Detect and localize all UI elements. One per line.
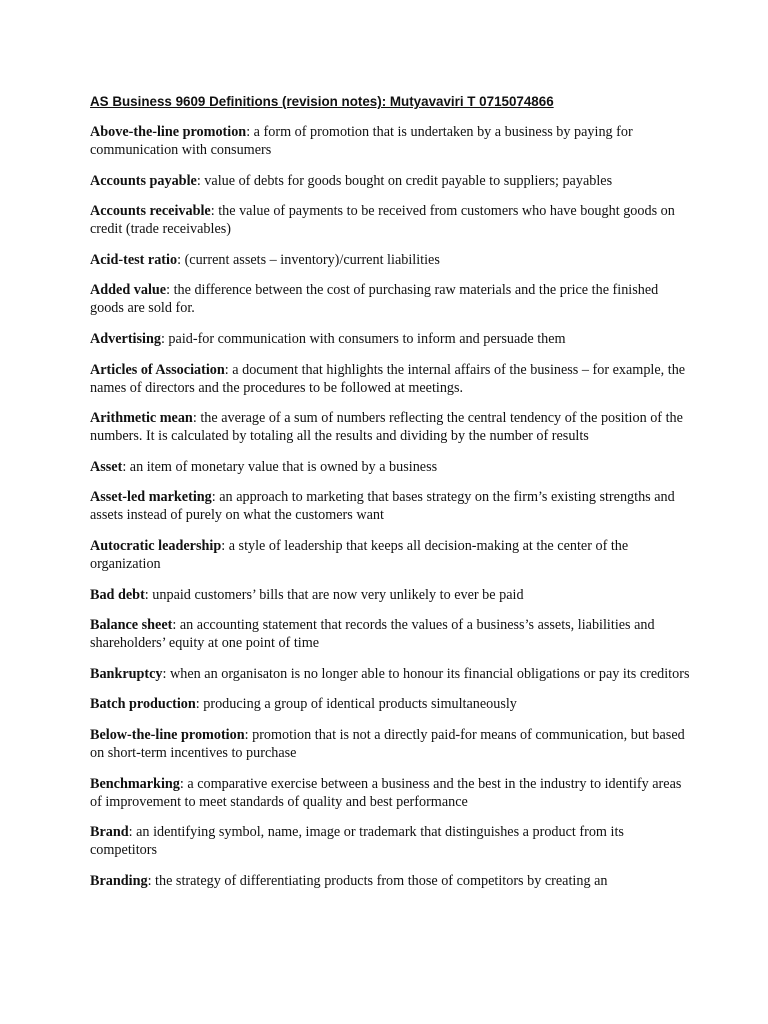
- definition-term: Bad debt: [90, 586, 145, 603]
- definition-text: : unpaid customers’ bills that are now very unlikely to ever be paid: [144, 586, 524, 603]
- definition-entry: [90, 726, 690, 762]
- definition-term: Asset: [90, 458, 123, 475]
- definition-term: Articles of Association: [90, 361, 225, 378]
- definition-text: : paid-for communication with consumers to inform and persuade them: [160, 330, 566, 347]
- definition-text: : an approach to marketing that bases strategy on the firm’s existing strengths and assets instead of purely on what the customers want: [90, 489, 675, 524]
- definition-entry: [90, 695, 690, 713]
- definition-entry: [90, 775, 690, 811]
- definition-term: Autocratic leadership: [90, 537, 222, 554]
- definition-text: : an identifying symbol, name, image or trademark that distinguishes a product from its competitors: [90, 824, 624, 859]
- definition-term: Asset-led marketing: [90, 489, 212, 506]
- definition-text: : when an organisaton is no longer able to honour its financial obligations or pay its creditors: [162, 665, 690, 682]
- definition-term: Above-the-line promotion: [90, 124, 247, 140]
- definition-term: Added value: [90, 282, 167, 299]
- definition-entry: [90, 251, 690, 269]
- definition-term: Accounts receivable: [90, 203, 211, 220]
- definition-entry: [90, 409, 690, 445]
- definition-text: : an accounting statement that records the values of a business’s assets, liabilities and shareholders’ equity at one point of time: [90, 617, 655, 652]
- definition-entry: [90, 202, 690, 238]
- document-page: [90, 93, 690, 902]
- definition-text: : the value of payments to be received from customers who have bought goods on credit (trade receivables): [90, 203, 675, 238]
- definition-text: : the strategy of differentiating products from those of competitors by creating an: [147, 872, 608, 889]
- definition-text: : a form of promotion that is undertaken by a business by paying for communication with consumers: [90, 124, 633, 158]
- definition-text: : the difference between the cost of purchasing raw materials and the price the finished goods are sold for.: [90, 282, 659, 317]
- definition-term: Batch production: [90, 696, 196, 713]
- definition-entry: [90, 823, 690, 859]
- definition-text: : a comparative exercise between a business and the best in the industry to identify areas of improvement to meet standards of quality and best performance: [90, 775, 682, 810]
- definition-entry: [90, 281, 690, 317]
- definition-entry: [90, 488, 690, 524]
- definition-term: Advertising: [90, 330, 161, 347]
- definition-term: Arithmetic mean: [90, 410, 193, 427]
- definition-term: Branding: [90, 872, 148, 889]
- definition-term: Below-the-line promotion: [90, 726, 245, 743]
- definition-entry: [90, 172, 690, 190]
- definition-text: : (current assets – inventory)/current liabilities: [177, 251, 440, 268]
- definition-term: Acid-test ratio: [90, 251, 178, 268]
- definition-text: : a document that highlights the internal affairs of the business – for example, the names of directors and the procedures to be followed at meetings.: [90, 361, 686, 396]
- definition-entry: [90, 537, 690, 573]
- definition-term: Benchmarking: [90, 775, 180, 792]
- definition-text: : producing a group of identical products simultaneously: [195, 696, 517, 713]
- definition-entry: [90, 123, 690, 159]
- definition-text: : the average of a sum of numbers reflecting the central tendency of the position of the numbers. It is calculated by totaling all the results and dividing by the number of results: [90, 410, 683, 445]
- definition-term: Accounts payable: [90, 172, 197, 189]
- definition-term: Bankruptcy: [90, 665, 163, 682]
- definition-entry: [90, 586, 690, 604]
- definition-entry: [90, 872, 690, 890]
- definition-entry: [90, 361, 690, 397]
- definition-entry: [90, 330, 690, 348]
- definition-entry: [90, 458, 690, 476]
- definition-term: Brand: [90, 824, 129, 841]
- definition-text: : value of debts for goods bought on credit payable to suppliers; payables: [196, 172, 613, 189]
- definition-entry: [90, 616, 690, 652]
- document-title: AS Business 9609 Definitions (revision notes): Mutyavaviri T 0715074866: [90, 94, 554, 109]
- definition-entry: [90, 665, 690, 683]
- definition-text: : promotion that is not a directly paid-for means of communication, but based on short-term incentives to purchase: [90, 726, 685, 761]
- definition-text: : an item of monetary value that is owned by a business: [122, 458, 438, 475]
- definition-term: Balance sheet: [90, 617, 173, 634]
- definition-text: : a style of leadership that keeps all decision-making at the center of the organization: [90, 537, 629, 572]
